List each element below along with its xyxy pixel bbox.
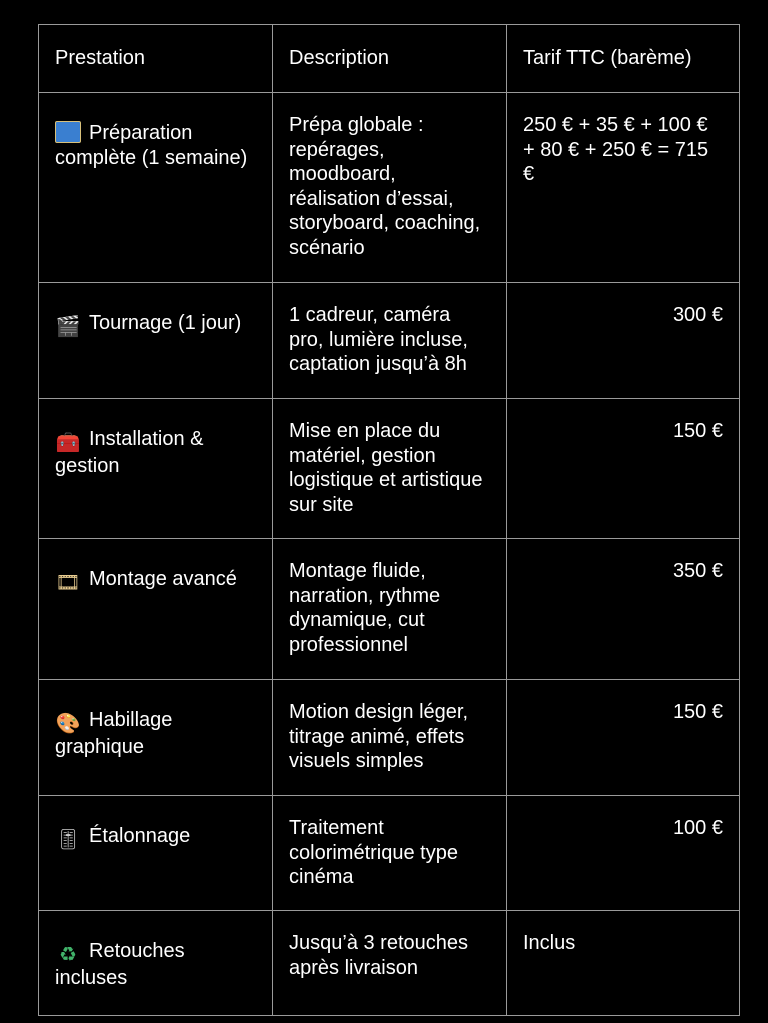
cell-tarif: 100 €	[507, 796, 740, 911]
table-row	[39, 283, 740, 399]
table-header-row	[39, 25, 740, 93]
film-frames-icon: 🎞	[55, 570, 81, 594]
cell-tarif: Inclus	[507, 911, 740, 1016]
prestation-label: Tournage (1 jour)	[89, 312, 242, 334]
table-row	[39, 911, 740, 1016]
prestation-label: Étalonnage	[89, 825, 191, 847]
cell-tarif: 150 €	[507, 680, 740, 796]
level-slider-icon: 🎚	[55, 827, 81, 851]
prestation-label: Habillage graphique	[55, 709, 173, 758]
cell-prestation	[39, 283, 273, 399]
cell-description: Prépa globale : repérages, moodboard, réalisation d’essai, storyboard, coaching, scénario	[273, 93, 507, 283]
recycling-icon: ♻	[59, 942, 77, 966]
table-row	[39, 399, 740, 539]
prestation-label: Retouches incluses	[55, 940, 185, 989]
clapper-board-icon: 🎬	[55, 314, 81, 338]
cell-prestation	[39, 399, 273, 539]
prestation-label: Préparation complète (1 semaine)	[55, 122, 248, 169]
cell-description: Jusqu’à 3 retouches après livraison	[273, 911, 507, 1016]
world-map-icon	[55, 121, 81, 143]
header-tarif: Tarif TTC (barème)	[507, 25, 740, 93]
table-row	[39, 539, 740, 680]
cell-prestation	[39, 539, 273, 680]
cell-tarif: 250 € + 35 € + 100 € + 80 € + 250 € = 715 €	[507, 93, 740, 283]
cell-tarif: 350 €	[507, 539, 740, 680]
cell-tarif: 300 €	[507, 283, 740, 399]
cell-prestation	[39, 796, 273, 911]
cell-description: 1 cadreur, caméra pro, lumière incluse, captation jusqu’à 8h	[273, 283, 507, 399]
cell-prestation	[39, 93, 273, 283]
cell-prestation	[39, 911, 273, 1016]
cell-description: Motion design léger, titrage animé, effets visuels simples	[273, 680, 507, 796]
cell-description: Montage fluide, narration, rythme dynamique, cut professionnel	[273, 539, 507, 680]
cell-prestation	[39, 680, 273, 796]
cell-description: Mise en place du matériel, gestion logistique et artistique sur site	[273, 399, 507, 539]
table-row	[39, 796, 740, 911]
pricing-table	[38, 24, 740, 1016]
toolbox-icon: 🧰	[55, 430, 81, 454]
table-row	[39, 680, 740, 796]
cell-tarif: 150 €	[507, 399, 740, 539]
cell-description: Traitement colorimétrique type cinéma	[273, 796, 507, 911]
prestation-label: Montage avancé	[89, 568, 237, 590]
header-description: Description	[273, 25, 507, 93]
artist-palette-icon: 🎨	[55, 711, 81, 735]
prestation-label: Installation & gestion	[55, 428, 204, 477]
pricing-table-container	[38, 24, 739, 1016]
table-row	[39, 93, 740, 283]
header-prestation: Prestation	[39, 25, 273, 93]
